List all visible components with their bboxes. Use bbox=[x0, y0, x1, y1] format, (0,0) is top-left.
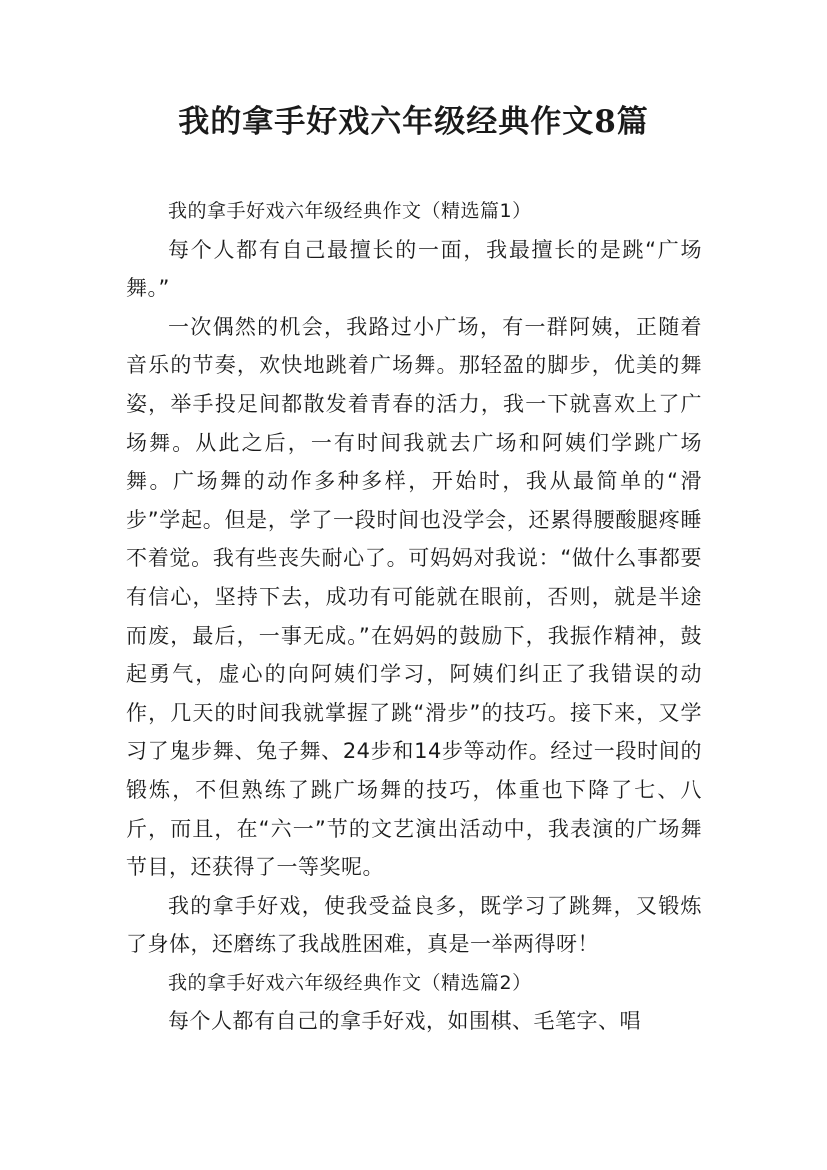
paragraph: 我的拿手好戏，使我受益良多，既学习了跳舞，又锻炼了身体，还磨练了我战胜困难，真是一举两得呀！ bbox=[126, 893, 702, 957]
document-title: 我的拿手好戏六年级经典作文8篇 bbox=[178, 104, 649, 140]
paragraph: 每个人都有自己的拿手好戏，如围棋、毛笔字、唱 bbox=[168, 1009, 641, 1034]
paragraph: 每个人都有自己最擅长的一面，我最擅长的是跳“广场舞。” bbox=[126, 237, 702, 301]
document-body bbox=[126, 192, 702, 1041]
section-heading-2: 我的拿手好戏六年级经典作文（精选篇2） bbox=[168, 971, 532, 994]
section-heading-1: 我的拿手好戏六年级经典作文（精选篇1） bbox=[168, 200, 532, 222]
paragraph: 一次偶然的机会，我路过小广场，有一群阿姨，正随着音乐的节奏，欢快地跳着广场舞。那轻盈的脚步，优美的舞姿，举手投足间都散发着青春的活力，我一下就喜欢上了广场舞。从此之后，一有时间我就去广场和阿姨们学跳广场舞。广场舞的动作多种多样，开始时，我从最简单的“滑步”学起。但是，学了一段时间也没学会，还累得腰酸腿疼睡不着觉。我有些丧失耐心了。可妈妈对我说：“做什么事都要有信心，坚持下去，成功有可能就在眼前，否则，就是半途而废，最后，一事无成。”在妈妈的鼓励下，我振作精神，鼓起勇气，虚心的向阿姨们学习，阿姨们纠正了我错误的动作，几天的时间我就掌握了跳“滑步”的技巧。接下来，又学习了鬼步舞、兔子舞、24步和14步等动作。经过一段时间的锻炼，不但熟练了跳广场舞的技巧，体重也下降了七、八斤，而且，在“六一”节的文艺演出活动中，我表演的广场舞节目，还获得了一等奖呢。 bbox=[126, 314, 702, 880]
